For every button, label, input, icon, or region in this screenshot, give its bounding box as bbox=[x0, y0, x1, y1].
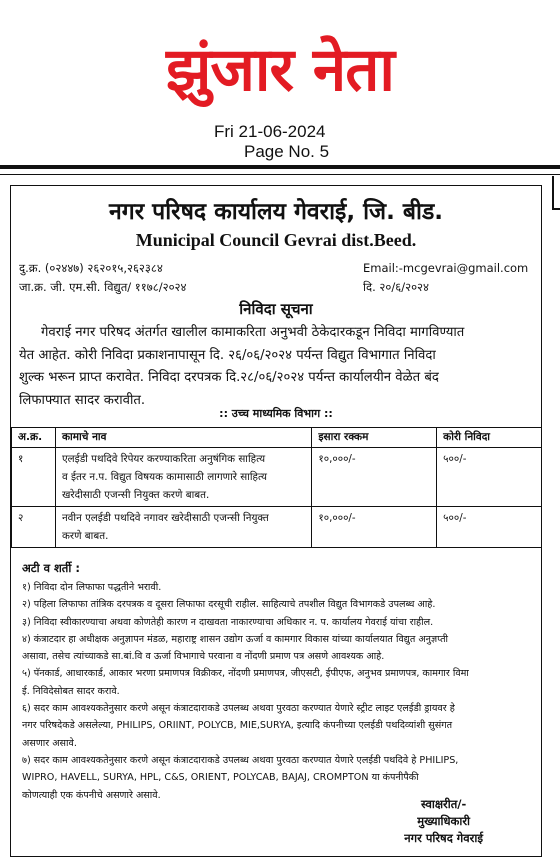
term-line: असणार असावे. bbox=[22, 737, 77, 749]
term-line: ४) कंत्राटदार हा अधीक्षक अनुज्ञापन मंडळ, महाराष्ट्र शासन उद्योग ऊर्जा व कामगार विकास यांच्या कार्यालयात विद्युत अनुज्ञप्ती bbox=[22, 633, 449, 645]
table-row bbox=[12, 448, 542, 507]
term-line: नगर परिषदेकडे असलेल्या, PHILIPS, ORIINT, POLYCB, MIE,SURYA, इत्यादि कंपनीच्या एलईडी पथदिव्यांशी सुसंगत bbox=[22, 720, 453, 732]
header-rule-thin bbox=[0, 174, 560, 175]
office-title-marathi: नगर परिषद कार्यालय गेवराई, जि. बीड. bbox=[109, 199, 443, 225]
term-line: कोणत्याही एक कंपनीचे असणारे असावे. bbox=[22, 789, 161, 801]
term-line: असावा, तसेच त्यांच्याकडे सा.बां.वि व ऊर्जा विभागाचे परवाना व नोंदणी प्रमाण पत्र असणे आवश्यक आहे. bbox=[22, 651, 385, 663]
column-header-deposit: इसारा रक्कम bbox=[312, 428, 437, 448]
tender-notice bbox=[10, 185, 542, 857]
adjacent-column-fragment bbox=[552, 176, 560, 210]
works-table bbox=[11, 427, 542, 548]
issuing-office: नगर परिषद गेवराई bbox=[404, 831, 483, 845]
office-title-english: Municipal Council Gevrai dist.Beed. bbox=[135, 230, 417, 250]
paragraph-line: गेवराई नगर परिषद अंतर्गत खालील कामाकरिता अनुभवी ठेकेदारकडून निविदा मागविण्यात bbox=[41, 325, 465, 340]
work-name-cell bbox=[55, 507, 311, 548]
term-line: ई. निविदेसोबत सादर करावे. bbox=[22, 685, 120, 697]
serial-cell: २ bbox=[12, 507, 56, 548]
work-name-line: एलईडी पथदिवे रिपेयर करण्याकरिता अनुषंगिक साहित्य bbox=[61, 453, 266, 465]
paragraph-line: लिफाफ्यात सादर करावीत. bbox=[19, 392, 146, 408]
email-address: Email:-mcgevrai@gmail.com bbox=[363, 261, 529, 275]
table-row bbox=[12, 507, 542, 548]
deposit-cell: १०,०००/- bbox=[312, 507, 437, 548]
page-number: Page No. 5 bbox=[244, 142, 330, 161]
column-header-serial: अ.क्र. bbox=[12, 428, 56, 448]
term-line: ७) सदर काम आवश्यकतेनुसार करणे असून कंत्राटदाराकडे उपलब्ध अथवा पुरवठा करण्यात येणारे एलईडी पथदिवे हे PHILIPS, bbox=[22, 754, 459, 766]
signed-label: स्वाक्षरीत/- bbox=[420, 797, 467, 811]
phone-numbers: दु.क्र. (०२४४७) २६२०१५,२६२३८४ bbox=[19, 261, 163, 275]
deposit-cell: १०,०००/- bbox=[312, 448, 437, 507]
reference-number: जा.क्र. जी. एम.सी. विद्युत/ ११७८/२०२४ bbox=[19, 280, 187, 294]
term-line: ५) पॅनकार्ड, आधारकार्ड, आकार भरणा प्रमाणपत्र विक्रीकर, नोंदणी प्रमाणपत्र, जीएसटी, ईपीएफ, अनुभव प्रमाणपत्र, कामगार विमा bbox=[22, 668, 469, 680]
term-line: ६) सदर काम आवश्यकतेनुसार करणे असून कंत्राटदाराकडे उपलब्ध अथवा पुरवठा करण्यात येणारे स्ट्रीट लाइट एलईडी ड्रायवर हे bbox=[22, 703, 455, 715]
serial-cell: १ bbox=[12, 448, 56, 507]
work-name-line: नवीन एलईडी पथदिवे नगावर खरेदीसाठी एजन्सी नियुक्त bbox=[61, 512, 269, 524]
work-name-line: करणे बाबत. bbox=[61, 530, 109, 542]
paragraph-line: येत आहेत. कोरी निविदा प्रकाशनापासून दि. २६/०६/२०२४ पर्यन्त विद्युत विभागात निविदा bbox=[19, 347, 436, 363]
newspaper-logo: झुंजार नेता bbox=[166, 35, 394, 105]
newspaper-masthead bbox=[0, 0, 560, 120]
work-name-line: व ईतर न.प. विद्युत विषयक कामासाठी लागणारे साहित्य bbox=[61, 471, 267, 483]
terms-heading: अटी व शर्ती : bbox=[22, 561, 80, 575]
term-line: १) निविदा दोन लिफाफा पद्धतीने भरावी. bbox=[22, 582, 162, 593]
notice-title: निविदा सूचना bbox=[239, 300, 313, 318]
column-header-work-name: कामाचे नाव bbox=[55, 428, 311, 448]
term-line: २) पहिला लिफाफा तांत्रिक दरपत्रक व दूसरा लिफाफा दरसूची राहील. साहित्याचे तपशील विद्युत विभागकडे उपलब्ध आहे. bbox=[22, 599, 436, 611]
work-name-cell bbox=[55, 448, 311, 507]
term-line: WIPRO, HAVELL, SURYA, HPL, C&S, ORIENT, POLYCAB, BAJAJ, CROMPTON या कंपनीपैकी bbox=[22, 772, 419, 784]
table-header-row bbox=[12, 428, 542, 448]
department-heading: :: उच्च माध्यमिक विभाग :: bbox=[219, 407, 333, 420]
tender-fee-cell: ५००/- bbox=[437, 448, 542, 507]
tender-fee-cell: ५००/- bbox=[437, 507, 542, 548]
paragraph-line: शुल्क भरून प्राप्त करावेत. निविदा दरपत्रक दि.२८/०६/२०२४ पर्यन्त कार्यालयीन वेळेत बंद bbox=[19, 370, 439, 385]
publication-date: Fri 21-06-2024 bbox=[214, 122, 326, 141]
terms-list bbox=[22, 579, 538, 804]
signature-block bbox=[404, 796, 483, 847]
notice-date: दि. २०/६/२०२४ bbox=[363, 280, 430, 294]
notice-paragraph bbox=[19, 322, 533, 412]
work-name-line: खरेदीसाठी एजन्सी नियुक्त करणे बाबत. bbox=[61, 489, 210, 501]
designation: मुख्याधिकारी bbox=[417, 814, 471, 828]
column-header-tender-fee: कोरी निविदा bbox=[437, 428, 542, 448]
header-rule bbox=[0, 165, 560, 169]
term-line: ३) निविदा स्वीकारण्याचा अथवा कोणतेही कारण न दाखवता नाकारण्याचा अधिकार न. प. कार्यालय गेवराई यांचा राहील. bbox=[22, 616, 434, 628]
